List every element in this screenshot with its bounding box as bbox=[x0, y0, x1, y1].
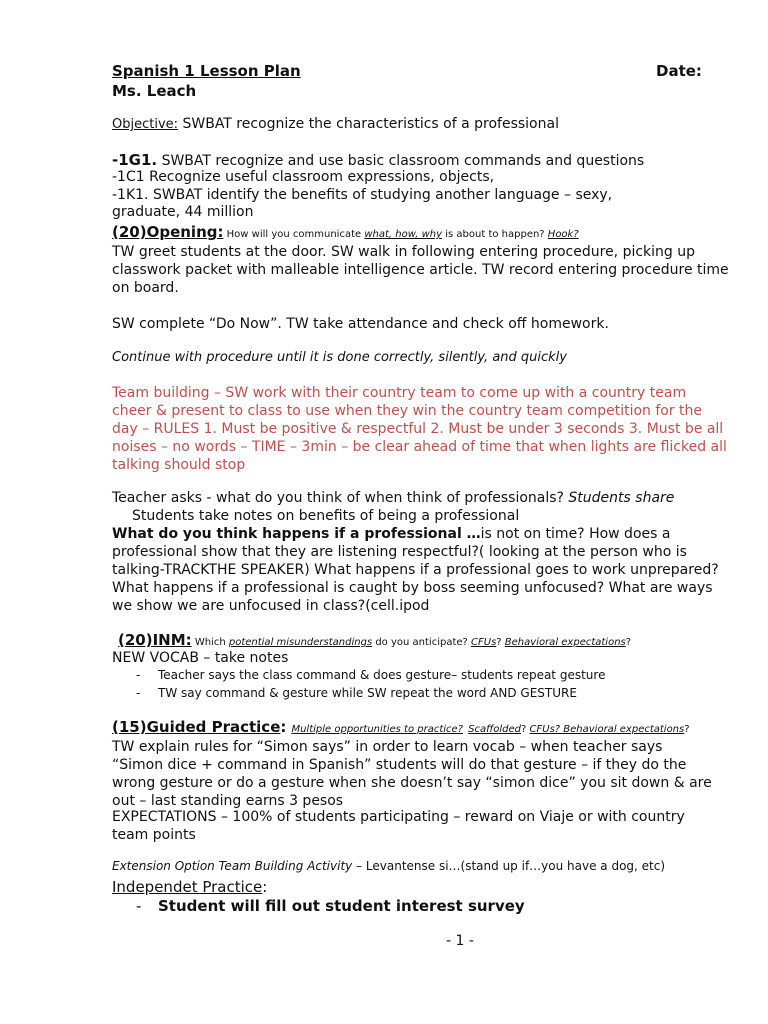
question-bold: What do you think happens if a professional … bbox=[112, 526, 481, 542]
standard-1k1-cont: graduate, 44 million bbox=[112, 204, 254, 220]
inm-prompt-link-3: Behavioral expectations bbox=[504, 637, 626, 648]
opening-hook: Hook? bbox=[547, 229, 579, 240]
independent-heading-line bbox=[112, 877, 267, 896]
students-notes: Students take notes on benefits of being a professional bbox=[132, 508, 520, 524]
list-item: - Teacher says the class command & does gesture– students repeat gesture bbox=[136, 668, 606, 682]
guided-heading: (15)Guided Practice bbox=[112, 718, 281, 736]
opening-heading-line bbox=[112, 222, 579, 241]
inm-prompt-2: do you anticipate? bbox=[372, 637, 472, 648]
professional-questions bbox=[112, 525, 722, 615]
teacher-name: Ms. Leach bbox=[112, 82, 197, 100]
opening-para-2: SW complete “Do Now”. TW take attendance and check off homework. bbox=[112, 316, 609, 332]
guided-prompt-link-1: Multiple opportunities to practice? bbox=[291, 724, 463, 735]
guided-heading-line bbox=[112, 717, 690, 736]
objective bbox=[112, 116, 559, 132]
list-item-text: TW say command & gesture while SW repeat the word AND GESTURE bbox=[158, 686, 577, 700]
date-label: Date: bbox=[656, 62, 702, 80]
inm-prompt-3: ? bbox=[496, 637, 505, 648]
opening-prompt: How will you communicate bbox=[223, 229, 365, 240]
list-item: - Student will fill out student interest survey bbox=[136, 897, 525, 915]
objective-label: Objective: bbox=[112, 117, 179, 132]
opening-prompt-cont: is about to happen? bbox=[442, 229, 548, 240]
page-number: - 1 - bbox=[446, 933, 474, 949]
page-title: Spanish 1 Lesson Plan bbox=[112, 62, 301, 80]
guided-prompt-3: ? bbox=[684, 724, 690, 735]
standard-1g1 bbox=[112, 151, 644, 169]
teacher-asks-text: Teacher asks - what do you think of when think of professionals? bbox=[112, 490, 569, 506]
simon-says-rules: TW explain rules for “Simon says” in order to learn vocab – when teacher says “Simon dice + command in Spanish” students will do that gesture – if they do the wrong gesture or do a gesture when she doesn’t say “simon dice” you sit down & are out – last standing earns 3 pesos bbox=[112, 739, 712, 809]
guided-prompt-link-2: Scaffolded bbox=[468, 724, 522, 735]
inm-prompt: Which bbox=[191, 637, 229, 648]
opening-para-1: TW greet students at the door. SW walk in following entering procedure, picking up classwork packet with malleable intelligence article. TW record entering procedure time on board. bbox=[112, 244, 729, 296]
standard-code: -1G1. bbox=[112, 151, 158, 169]
inm-heading-line bbox=[118, 630, 631, 649]
team-building: Team building – SW work with their country team to come up with a country team cheer & present to class to use when they win the country team competition for the day – RULES 1. Must be positive & respectful 2. Must be under 3 seconds 3. Must be all noises – no words – TIME – 3min – be clear ahead of time that when lights are flicked all talking should stop bbox=[112, 385, 727, 473]
list-item-text: Teacher says the class command & does gesture– students repeat gesture bbox=[158, 668, 606, 682]
extension-text: – Levantense si…(stand up if…you have a dog, etc) bbox=[352, 859, 666, 873]
independent-heading: Independet Practice bbox=[112, 878, 263, 896]
list-item: - TW say command & gesture while SW repeat the word AND GESTURE bbox=[136, 686, 577, 700]
inm-heading: (20)INM: bbox=[118, 631, 192, 649]
opening-prompt-link: what, how, why bbox=[364, 229, 443, 240]
teacher-asks bbox=[112, 490, 674, 506]
inm-prompt-4: ? bbox=[625, 637, 632, 648]
extension-option bbox=[112, 859, 665, 873]
independent-colon: : bbox=[262, 878, 268, 896]
standard-1c1: -1C1 Recognize useful classroom expressions, objects, bbox=[112, 169, 495, 185]
list-item-text: Student will fill out student interest survey bbox=[158, 897, 525, 915]
guided-prompt-link-3: CFUs? Behavioral expectations bbox=[529, 724, 685, 735]
standard-1k1: -1K1. SWBAT identify the benefits of studying another language – sexy, bbox=[112, 187, 613, 203]
question-rest: is not on time? How does a professional show that they are listening respectful?( looking at the person who is talking-TRACKTHE SPEAKER) What happens if a professional goes to work unprepared? What happens if a professional is caught by boss seeming unfocused? What are ways we show we are unfocused in class?(cell.ipod bbox=[112, 526, 719, 614]
objective-text: SWBAT recognize the characteristics of a professional bbox=[178, 116, 559, 132]
inm-prompt-link-2: CFUs bbox=[471, 637, 497, 648]
opening-heading: (20)Opening: bbox=[112, 223, 224, 241]
guided-prompt-2: ? bbox=[521, 724, 530, 735]
students-share: Students share bbox=[568, 490, 675, 506]
guided-colon: : bbox=[280, 718, 287, 736]
new-vocab: NEW VOCAB – take notes bbox=[112, 650, 289, 666]
extension-label: Extension Option Team Building Activity bbox=[112, 859, 353, 873]
expectations: EXPECTATIONS – 100% of students participating – reward on Viaje or with country team points bbox=[112, 809, 685, 843]
continue-procedure: Continue with procedure until it is done correctly, silently, and quickly bbox=[112, 350, 567, 365]
standard-text: SWBAT recognize and use basic classroom commands and questions bbox=[157, 153, 645, 169]
inm-prompt-link-1: potential misunderstandings bbox=[228, 637, 373, 648]
